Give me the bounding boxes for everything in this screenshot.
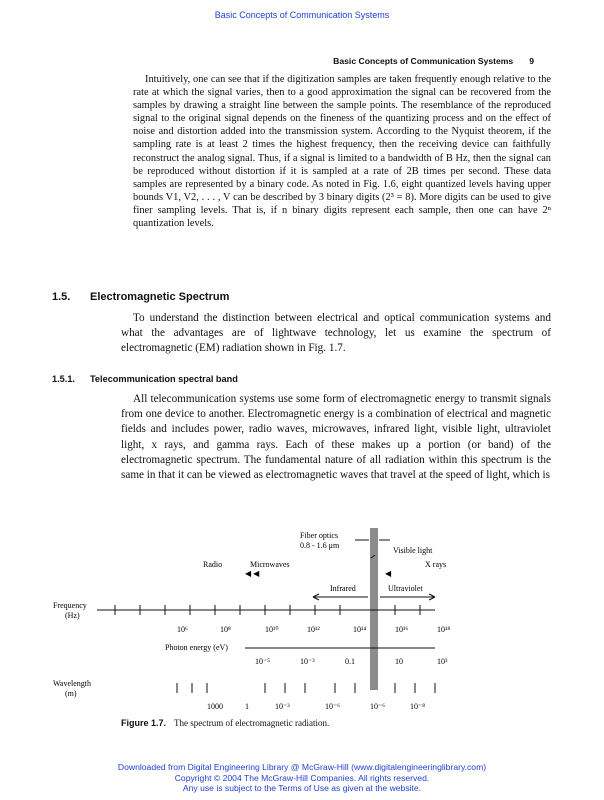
photon-tick-label: 10 xyxy=(395,657,403,666)
photon-tick-label: 10⁻³ xyxy=(300,657,315,666)
wave-tick-label: 1000 xyxy=(207,702,223,711)
header-title: Basic Concepts of Communication Systems xyxy=(333,56,514,66)
freq-tick-label: 10⁶ xyxy=(177,625,188,634)
photon-tick-label: 10⁻⁵ xyxy=(255,657,271,666)
xray-arrow: ◀ xyxy=(385,569,392,578)
photon-tick-label: 0.1 xyxy=(345,657,355,666)
section-heading-1-5-1 xyxy=(52,374,238,384)
freq-tick-label: 10¹⁸ xyxy=(437,625,451,634)
visible-light-label: Visible light xyxy=(393,546,433,555)
spectrum-diagram xyxy=(53,520,465,715)
wave-tick-label: 10⁻⁶ xyxy=(325,702,341,711)
fiber-optics-band xyxy=(370,528,378,690)
photon-axis-label: Photon energy (eV) xyxy=(165,643,228,652)
footer-copyright: Copyright © 2004 The McGraw-Hill Companies. All rights reserved. xyxy=(174,772,430,783)
footer-terms: Any use is subject to the Terms of Use as given at the website. xyxy=(182,783,422,793)
caption-label: Figure 1.7. xyxy=(121,718,167,728)
photon-tick-label: 10³ xyxy=(437,657,448,666)
footer-download-link[interactable]: Downloaded from Digital Engineering Library @ McGraw-Hill (www.digitalengineeringlibrary.com) xyxy=(117,762,487,772)
freq-tick-label: 10⁸ xyxy=(220,625,231,634)
paragraph-telecom-band: All telecommunication systems use some form of electromagnetic energy to transmit signals from one device to another. Electromagnetic energy is a combination of electrical and magnetic fields and includes power, radio waves, microwaves, infrared light, visible light, ultraviolet light, x rays, and gamma rays. Each of these makes up a portion (or band) of the electromagnetic spectrum. The fundamental nature of all radiation within this spectrum is the same in that it can be viewed as electromagnetic waves that travel at the speed of light, which is xyxy=(121,393,551,482)
figure-em-spectrum xyxy=(53,520,465,720)
ultraviolet-label: Ultraviolet xyxy=(388,584,423,593)
wavelength-axis-label: Wavelength xyxy=(53,679,92,688)
wave-tick-label: 10⁻⁸ xyxy=(410,702,426,711)
section-number: 1.5.1. xyxy=(52,374,75,384)
wave-tick-label: 10⁻³ xyxy=(275,702,290,711)
wavelength-axis-unit: (m) xyxy=(65,689,77,698)
fiber-optics-label: Fiber optics xyxy=(300,531,338,540)
ultraviolet-arrow xyxy=(380,594,435,600)
section-title: Telecommunication spectral band xyxy=(90,374,238,384)
paragraph-nyquist: Intuitively, one can see that if the digitization samples are taken frequently enough relative to the rate at which the signal varies, then to a good approximation the signal can be recovered from the samples by drawing a straight line between the sample points. The resemblance of the reproduced signal to the original signal depends on the fineness of the quantizing process and on the effect of noise and distortion added into the transmission system. According to the Nyquist theorem, if the sampling rate is at least 2 times the highest frequency, then the receiving device can faithfully reconstruct the analog signal. Thus, if a signal is limited to a bandwidth of B Hz, then the signal can be reproduced without distortion if it is sampled at a rate of 2B times per second. These data samples are represented by a binary code. As noted in Fig. 1.6, eight quantized levels having upper bounds V1, V2, . . . , V can be described by 3 binary digits (2³ = 8). More digits can be used to give finer sampling levels. That is, if n binary digits represent each sample, then one can have 2ⁿ quantization levels. xyxy=(133,74,551,230)
page-number: 9 xyxy=(529,56,534,66)
section-heading-1-5 xyxy=(52,291,229,303)
section-title: Electromagnetic Spectrum xyxy=(90,291,230,303)
wave-tick-label: 10⁻⁶ xyxy=(370,702,386,711)
caption-text: The spectrum of electromagnetic radiation. xyxy=(174,718,330,728)
fiber-optics-range: 0.8 - 1.6 μm xyxy=(300,541,340,550)
freq-tick-label: 10¹⁶ xyxy=(395,625,409,634)
paragraph-em-intro: To understand the distinction between electrical and optical communication systems and what the advantages are of lightwave technology, let us examine the spectrum of electromagnetic (EM) radiation shown in Fig. 1.7. xyxy=(121,312,551,355)
wavelength-ticks xyxy=(177,683,435,693)
section-number: 1.5. xyxy=(52,291,71,303)
wave-tick-label: 1 xyxy=(245,702,249,711)
microwaves-label: Microwaves xyxy=(250,560,290,569)
top-link[interactable]: Basic Concepts of Communication Systems xyxy=(214,10,390,20)
freq-tick-label: 10¹⁴ xyxy=(353,625,367,634)
microwave-arrows: ◀ ◀ xyxy=(245,569,260,578)
xrays-label: X rays xyxy=(425,560,447,569)
frequency-axis-unit: (Hz) xyxy=(65,611,80,620)
figure-caption xyxy=(121,718,329,728)
running-header xyxy=(333,56,534,66)
footer-notice xyxy=(0,762,604,794)
frequency-axis-label: Frequency xyxy=(53,601,87,610)
infrared-label: Infrared xyxy=(330,584,356,593)
radio-label: Radio xyxy=(203,560,223,569)
freq-tick-label: 10¹² xyxy=(307,625,320,634)
freq-tick-label: 10¹⁰ xyxy=(265,625,279,634)
infrared-arrow xyxy=(313,594,368,600)
